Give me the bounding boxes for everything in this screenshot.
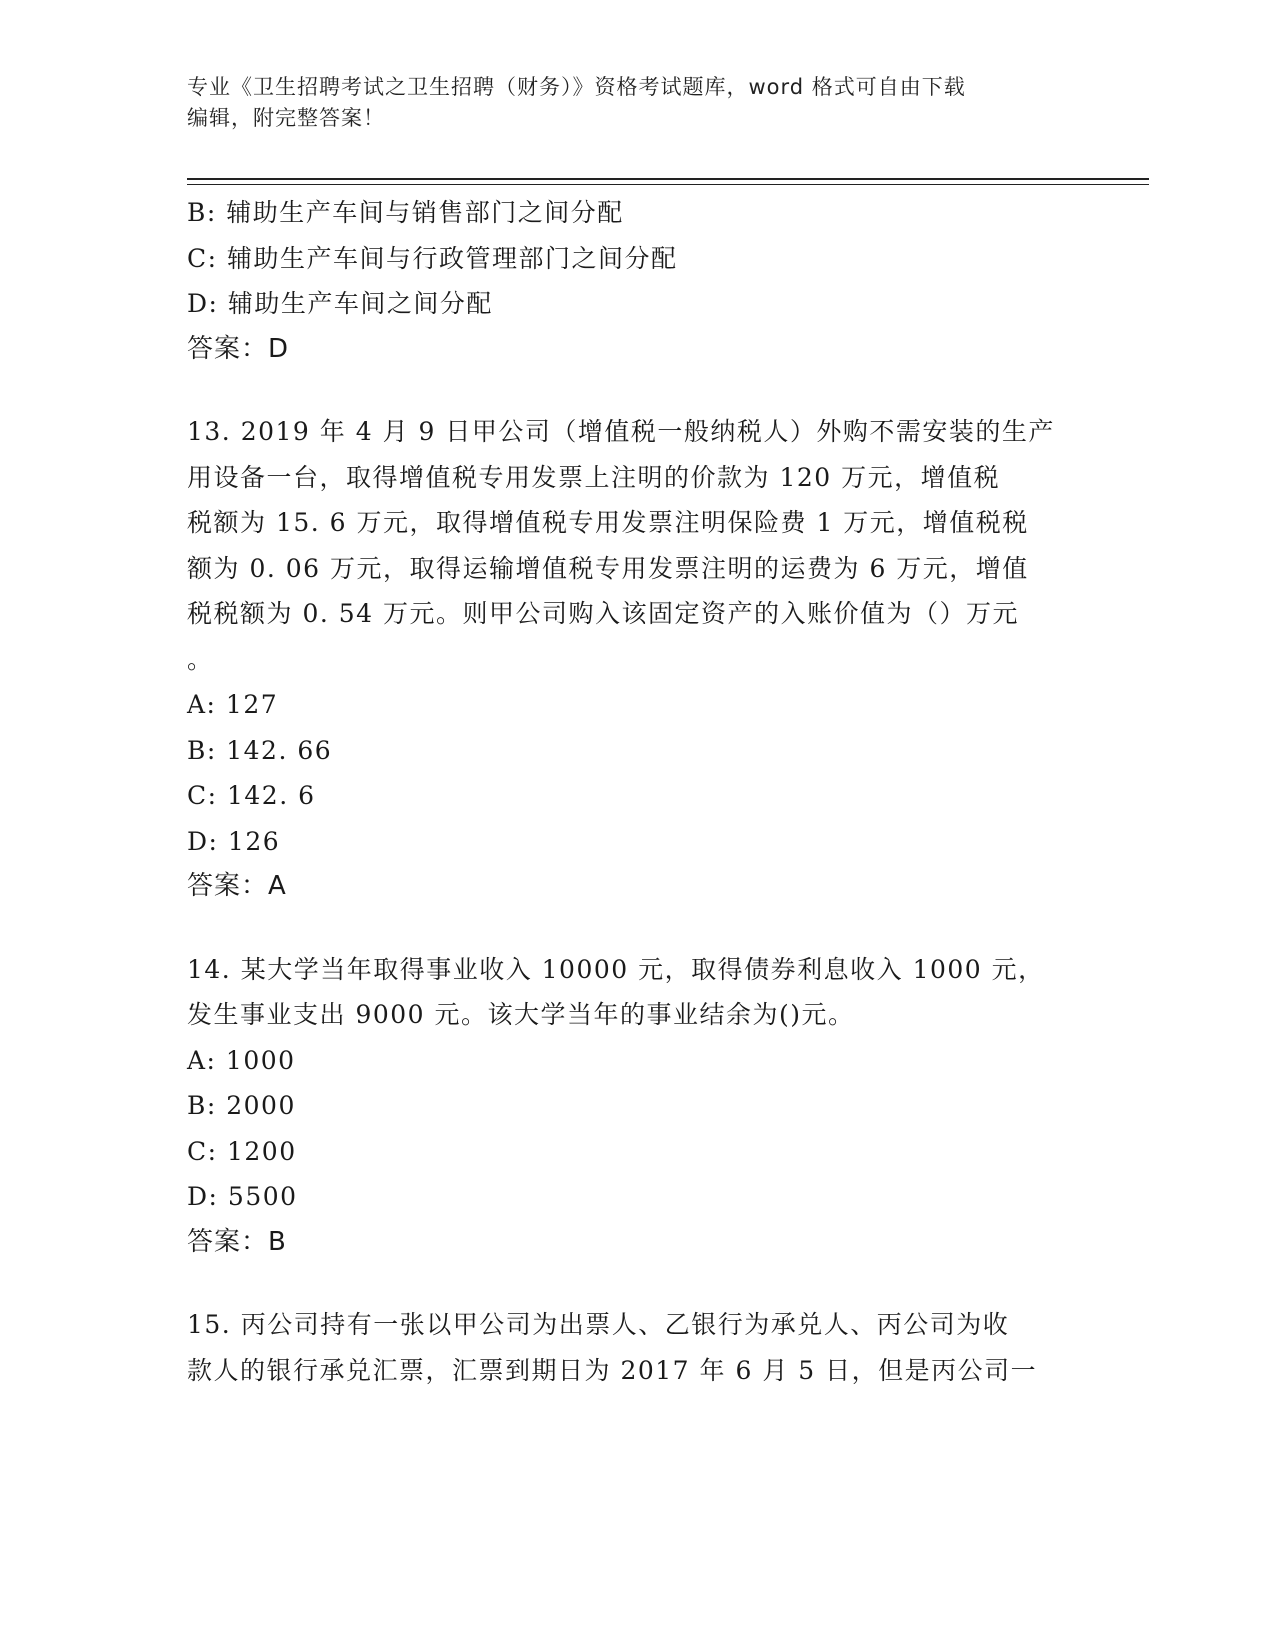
question-line: 税税额为 0. 54 万元。则甲公司购入该固定资产的入账价值为（）万元 <box>187 599 1020 628</box>
option-b: B: 142. 66 <box>187 735 333 765</box>
question-content <box>187 190 1087 1393</box>
option-b: B: 2000 <box>187 1091 296 1120</box>
option-c: C: 1200 <box>187 1136 297 1166</box>
question-text <box>187 1302 1087 1393</box>
question-15 <box>187 1302 1087 1393</box>
answer: 答案：B <box>187 1226 287 1257</box>
option-a: A: 1000 <box>187 1045 296 1075</box>
option-d: D: 126 <box>187 826 281 856</box>
question-12 <box>187 190 1087 372</box>
question-line: 款人的银行承兑汇票，汇票到期日为 2017 年 6 月 5 日，但是丙公司一 <box>187 1355 1038 1385</box>
question-line: 额为 0. 06 万元，取得运输增值税专用发票注明的运费为 6 万元，增值 <box>187 553 1029 583</box>
question-line: 15. 丙公司持有一张以甲公司为出票人、乙银行为承兑人、丙公司为收 <box>187 1310 1010 1339</box>
question-line: 用设备一台，取得增值税专用发票上注明的价款为 120 万元，增值税 <box>187 462 1001 492</box>
question-text <box>187 409 1087 682</box>
option-c: C: 辅助生产车间与行政管理部门之间分配 <box>187 243 678 273</box>
answer: 答案：A <box>187 871 287 901</box>
question-line: 14. 某大学当年取得事业收入 10000 元，取得债券利息收入 1000 元， <box>187 954 1045 984</box>
question-line: 发生事业支出 9000 元。该大学当年的事业结余为()元。 <box>187 1000 855 1029</box>
header-line-2: 编辑，附完整答案！ <box>187 106 385 130</box>
question-line: 。 <box>187 644 214 674</box>
option-b: B: 辅助生产车间与销售部门之间分配 <box>187 198 624 227</box>
answer: 答案：D <box>187 333 290 364</box>
question-text <box>187 947 1087 1038</box>
question-14 <box>187 947 1087 1266</box>
option-d: D: 辅助生产车间之间分配 <box>187 289 493 318</box>
option-d: D: 5500 <box>187 1182 298 1211</box>
question-line: 税额为 15. 6 万元，取得增值税专用发票注明保险费 1 万元，增值税税 <box>187 508 1029 537</box>
option-a: A: 127 <box>187 690 279 719</box>
header-line-1: 专业《卫生招聘考试之卫生招聘（财务）》资格考试题库，word 格式可自由下载 <box>187 75 966 99</box>
question-13 <box>187 409 1087 910</box>
option-c: C: 142. 6 <box>187 781 316 810</box>
header-divider-thick <box>187 178 1149 180</box>
question-line: 13. 2019 年 4 月 9 日甲公司（增值税一般纳税人）外购不需安装的生产 <box>187 417 1055 446</box>
document-header <box>187 72 1087 134</box>
header-divider-thin <box>187 184 1149 185</box>
